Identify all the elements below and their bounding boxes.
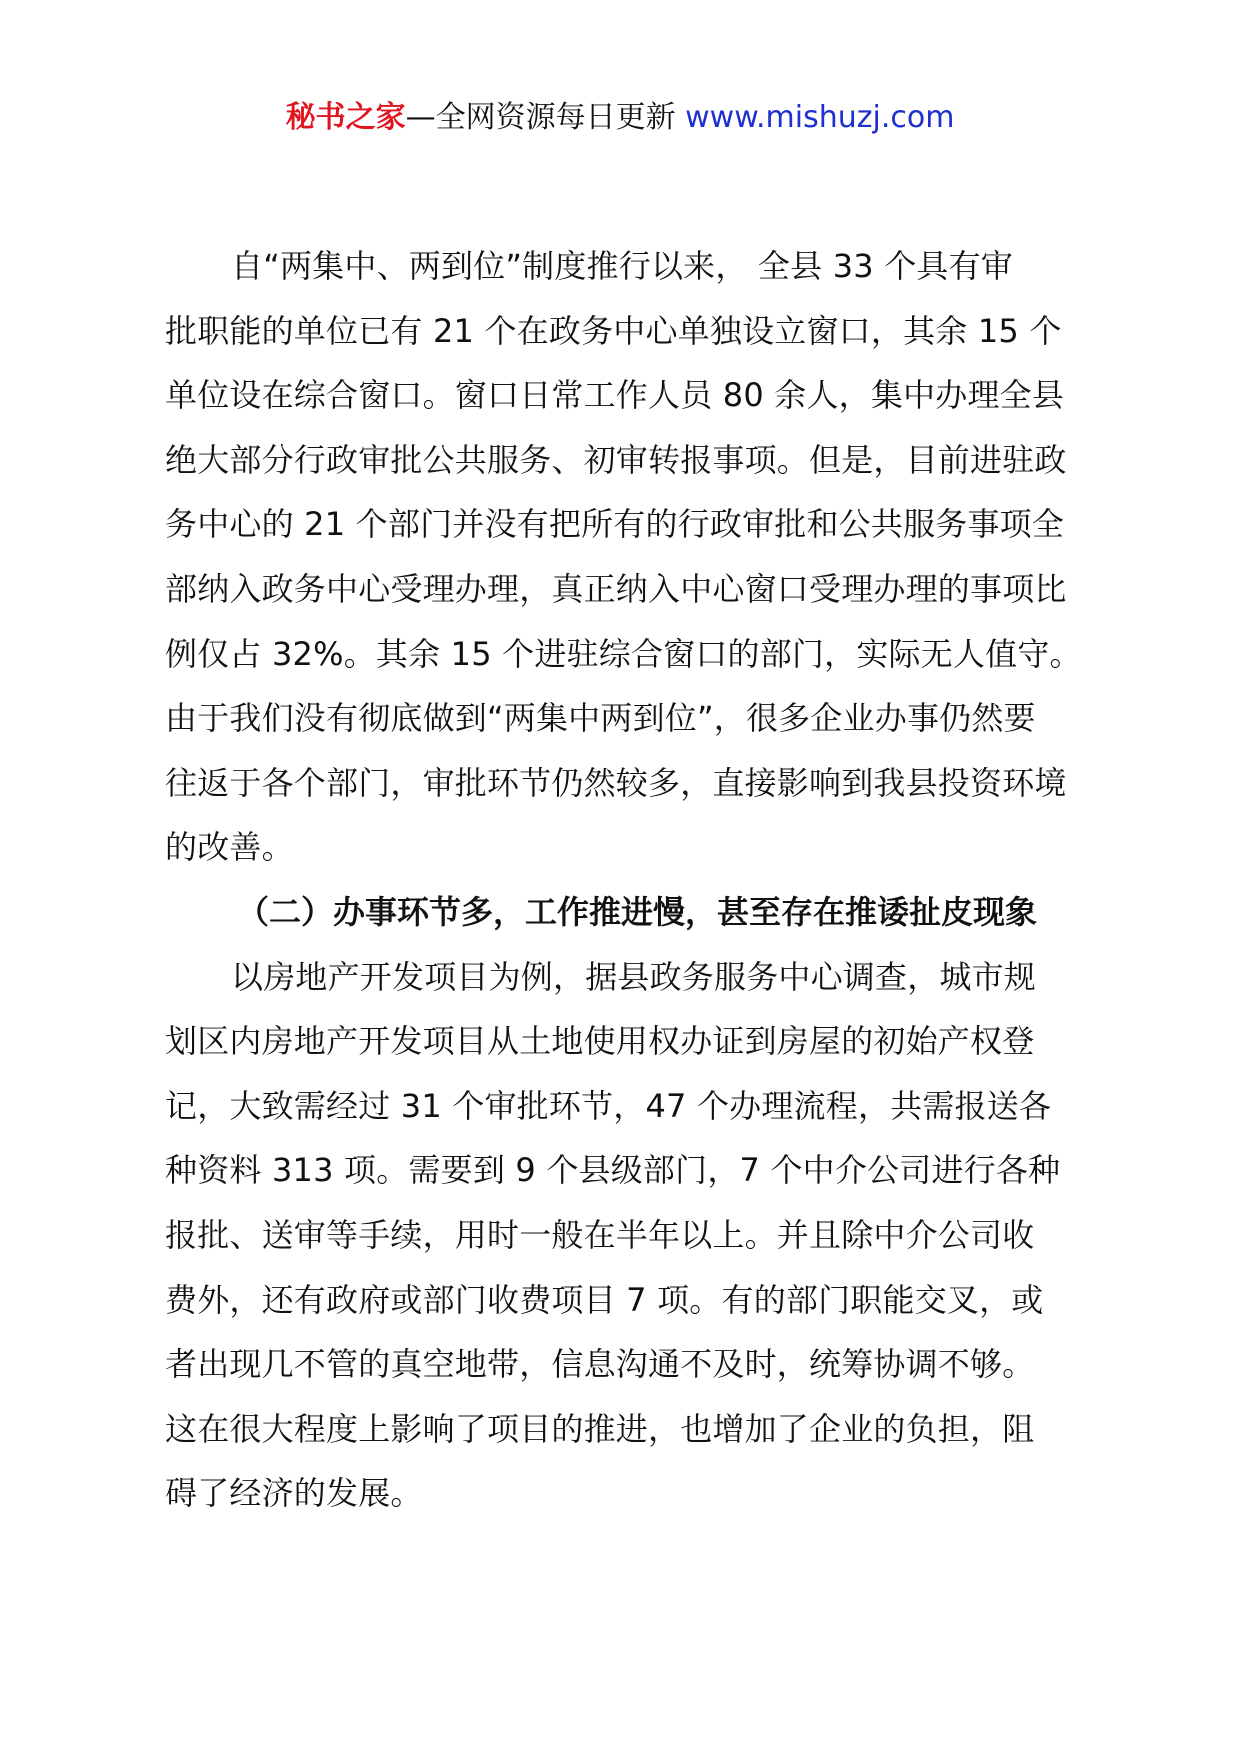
paragraph-1-line: 自“两集中、两到位”制度推行以来， 全县 33 个具有审	[231, 247, 1013, 285]
paragraph-2-line: 者出现几不管的真空地带，信息沟通不及时，统筹协调不够。	[165, 1345, 1035, 1384]
paragraph-1-line: 绝大部分行政审批公共服务、初审转报事项。但是，目前进驻政	[165, 440, 1067, 479]
header-tagline: —全网资源每日更新	[405, 100, 686, 135]
paragraph-1-line: 部纳入政务中心受理办理，真正纳入中心窗口受理办理的事项比	[165, 569, 1067, 608]
paragraph-1-line: 务中心的 21 个部门并没有把所有的行政审批和公共服务事项全	[165, 505, 1065, 544]
paragraph-1-line: 的改善。	[165, 828, 294, 867]
paragraph-2-line: 这在很大程度上影响了项目的推进，也增加了企业的负担，阻	[165, 1409, 1035, 1448]
paragraph-1-line: 单位设在综合窗口。窗口日常工作人员 80 余人，集中办理全县	[165, 376, 1065, 415]
paragraph-2-line: 以房地产开发项目为例，据县政务服务中心调查，城市规	[231, 957, 1037, 996]
paragraph-2-line: 费外，还有政府或部门收费项目 7 项。有的部门职能交叉，或	[165, 1280, 1044, 1319]
document-body	[165, 234, 1105, 1526]
paragraph-2-line: 碍了经济的发展。	[165, 1474, 423, 1513]
page-header	[0, 98, 1240, 138]
paragraph-2-line: 划区内房地产开发项目从土地使用权办证到房屋的初始产权登	[165, 1022, 1035, 1061]
section-heading: （二）办事环节多，工作推进慢，甚至存在推诿扯皮现象	[237, 892, 1038, 931]
paragraph-1-line: 批职能的单位已有 21 个在政务中心单独设立窗口，其余 15 个	[165, 311, 1062, 350]
paragraph-2-line: 种资料 313 项。需要到 9 个县级部门，7 个中介公司进行各种	[165, 1151, 1061, 1190]
paragraph-1-line: 例仅占 32%。其余 15 个进驻综合窗口的部门，实际无人值守。	[165, 634, 1082, 673]
paragraph-1-line: 由于我们没有彻底做到“两集中两到位”，很多企业办事仍然要	[165, 699, 1036, 738]
paragraph-2-line: 报批、送审等手续，用时一般在半年以上。并且除中介公司收	[165, 1215, 1035, 1254]
website-url[interactable]: www.mishuzj.com	[685, 100, 955, 135]
brand-name: 秘书之家	[285, 100, 406, 135]
paragraph-1-line: 往返于各个部门，审批环节仍然较多，直接影响到我县投资环境	[165, 763, 1067, 802]
paragraph-2-line: 记，大致需经过 31 个审批环节，47 个办理流程，共需报送各	[165, 1086, 1052, 1125]
